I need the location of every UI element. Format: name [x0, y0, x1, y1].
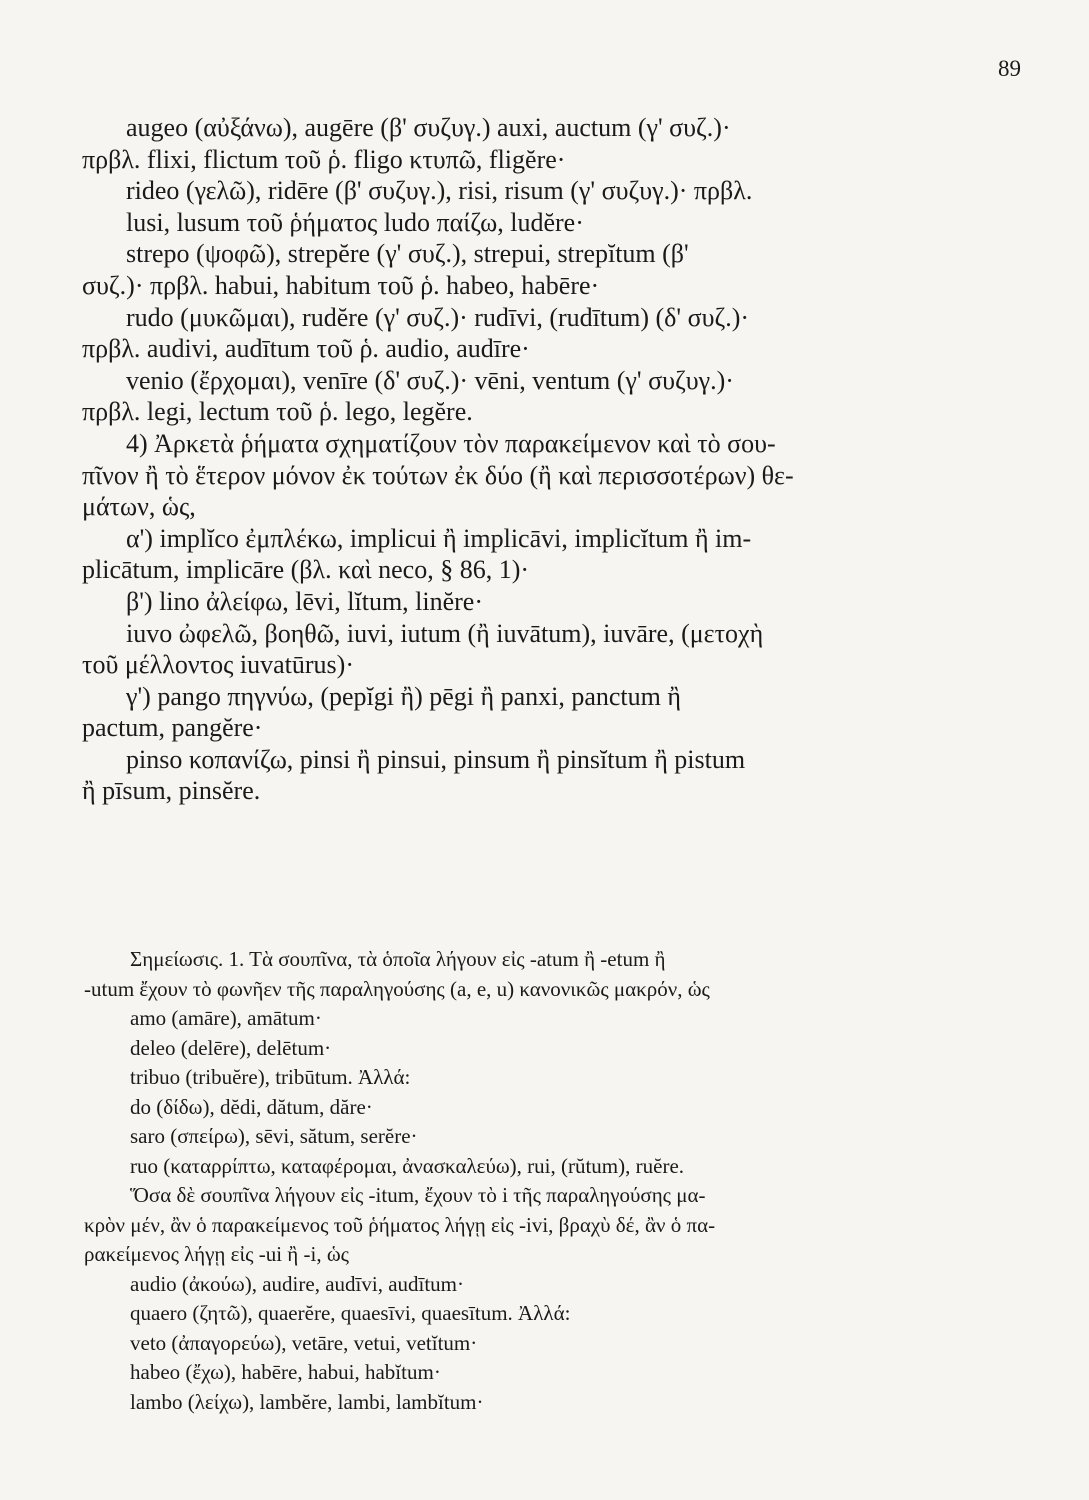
note-line: saro (σπείρω), sēvi, sătum, serĕre·	[130, 1124, 418, 1148]
note-line: amo (amāre), amātum·	[130, 1006, 322, 1030]
page-number: 89	[998, 56, 1021, 81]
text-line: lusi, lusum τοῦ ῥήματος ludo παίζω, ludĕre·	[126, 207, 584, 237]
text-line: πρβλ. legi, lectum τοῦ ῥ. lego, legĕre.	[82, 397, 473, 427]
note-line: ρακείμενος λήγῃ εἰς -ui ἢ -i, ὡς	[84, 1242, 349, 1266]
text-line: rudo (μυκῶμαι), rudĕre (γ' συζ.)· rudīvi, (rudītum) (δ' συζ.)·	[126, 302, 750, 332]
note-line: habeo (ἔχω), habēre, habui, habĭtum·	[130, 1360, 441, 1384]
text-line: venio (ἔρχομαι), venīre (δ' συζ.)· vēni, ventum (γ' συζυγ.)·	[126, 365, 734, 395]
text-line: πῖνον ἢ τὸ ἕτερον μόνον ἐκ τούτων ἐκ δύο (ἢ καὶ περισσοτέρων) θε-	[82, 460, 794, 490]
note-line: κρὸν μέν, ἂν ὁ παρακείμενος τοῦ ῥήματος λήγῃ εἰς -ivi, βραχὺ δέ, ἂν ὁ πα-	[84, 1212, 716, 1237]
note-line: veto (ἀπαγορεύω), vetāre, vetui, vetĭtum·	[130, 1330, 478, 1355]
note-line: audio (ἀκούω), audire, audīvi, audītum·	[130, 1271, 465, 1296]
note-section	[84, 945, 964, 1417]
note-line: Σημείωσις. 1. Τὰ σουπῖνα, τὰ ὁποῖα λήγουν εἰς -atum ἢ -etum ἢ	[130, 947, 666, 971]
text-line: pactum, pangĕre·	[82, 713, 263, 743]
text-line: γ') pango πηγνύω, (pepĭgi ἢ) pēgi ἢ panxi, panctum ἢ	[126, 681, 681, 711]
text-line: ἢ pīsum, pinsĕre.	[82, 776, 261, 806]
note-line: do (δίδω), dĕdi, dătum, dăre·	[130, 1094, 373, 1119]
text-line: β') lino ἀλείφω, lēvi, lĭtum, linĕre·	[126, 586, 484, 616]
text-line: rideo (γελῶ), ridēre (β' συζυγ.), risi, risum (γ' συζυγ.)· πρβλ.	[126, 176, 753, 206]
text-line: μάτων, ὡς,	[82, 492, 196, 522]
note-line: deleo (delēre), delētum·	[130, 1035, 332, 1060]
text-line: iuvo ὠφελῶ, βοηθῶ, iuvi, iutum (ἢ iuvātum), iuvāre, (μετοχὴ	[126, 618, 764, 648]
text-line: πρβλ. audivi, audītum τοῦ ῥ. audio, audīre·	[82, 334, 530, 364]
text-line: συζ.)· πρβλ. habui, habitum τοῦ ῥ. habeo, habēre·	[82, 270, 600, 300]
text-line: α') implĭco ἐμπλέκω, implicui ἢ implicāvi, implicĭtum ἢ im-	[126, 523, 752, 553]
text-line: strepo (ψοφῶ), strepĕre (γ' συζ.), strepui, strepĭtum (β'	[126, 239, 689, 269]
text-line: augeo (αὐξάνω), augēre (β' συζυγ.) auxi, auctum (γ' συζ.)·	[126, 113, 731, 142]
note-line: -utum ἔχουν τὸ φωνῆεν τῆς παραληγούσης (a, e, u) κανονικῶς μακρόν, ὡς	[84, 976, 710, 1001]
text-line: plicātum, implicāre (βλ. καὶ neco, § 86, 1)·	[82, 555, 530, 585]
text-line: πρβλ. flixi, flictum τοῦ ῥ. fligo κτυπῶ, fligĕre·	[82, 144, 566, 174]
text-line: 4) Ἀρκετὰ ῥήματα σχηματίζουν τὸν παρακείμενον καὶ τὸ σου-	[126, 428, 776, 458]
note-line: tribuo (tribuĕre), tribūtum. Ἀλλά:	[130, 1065, 411, 1089]
text-line: τοῦ μέλλοντος iuvatūrus)·	[82, 650, 354, 680]
note-line: quaero (ζητῶ), quaerĕre, quaesīvi, quaesītum. Ἀλλά:	[130, 1301, 571, 1325]
note-line: lambo (λείχω), lambĕre, lambi, lambĭtum·	[130, 1389, 484, 1414]
main-text	[82, 112, 962, 807]
note-line: ruo (καταρρίπτω, καταφέρομαι, ἀνασκαλεύω), rui, (rŭtum), ruĕre.	[130, 1153, 685, 1178]
note-line: Ὅσα δὲ σουπῖνα λήγουν εἰς -itum, ἔχουν τὸ i τῆς παραληγούσης μα-	[130, 1183, 706, 1207]
text-line: pinso κοπανίζω, pinsi ἢ pinsui, pinsum ἢ pinsĭtum ἢ pistum	[126, 744, 746, 774]
